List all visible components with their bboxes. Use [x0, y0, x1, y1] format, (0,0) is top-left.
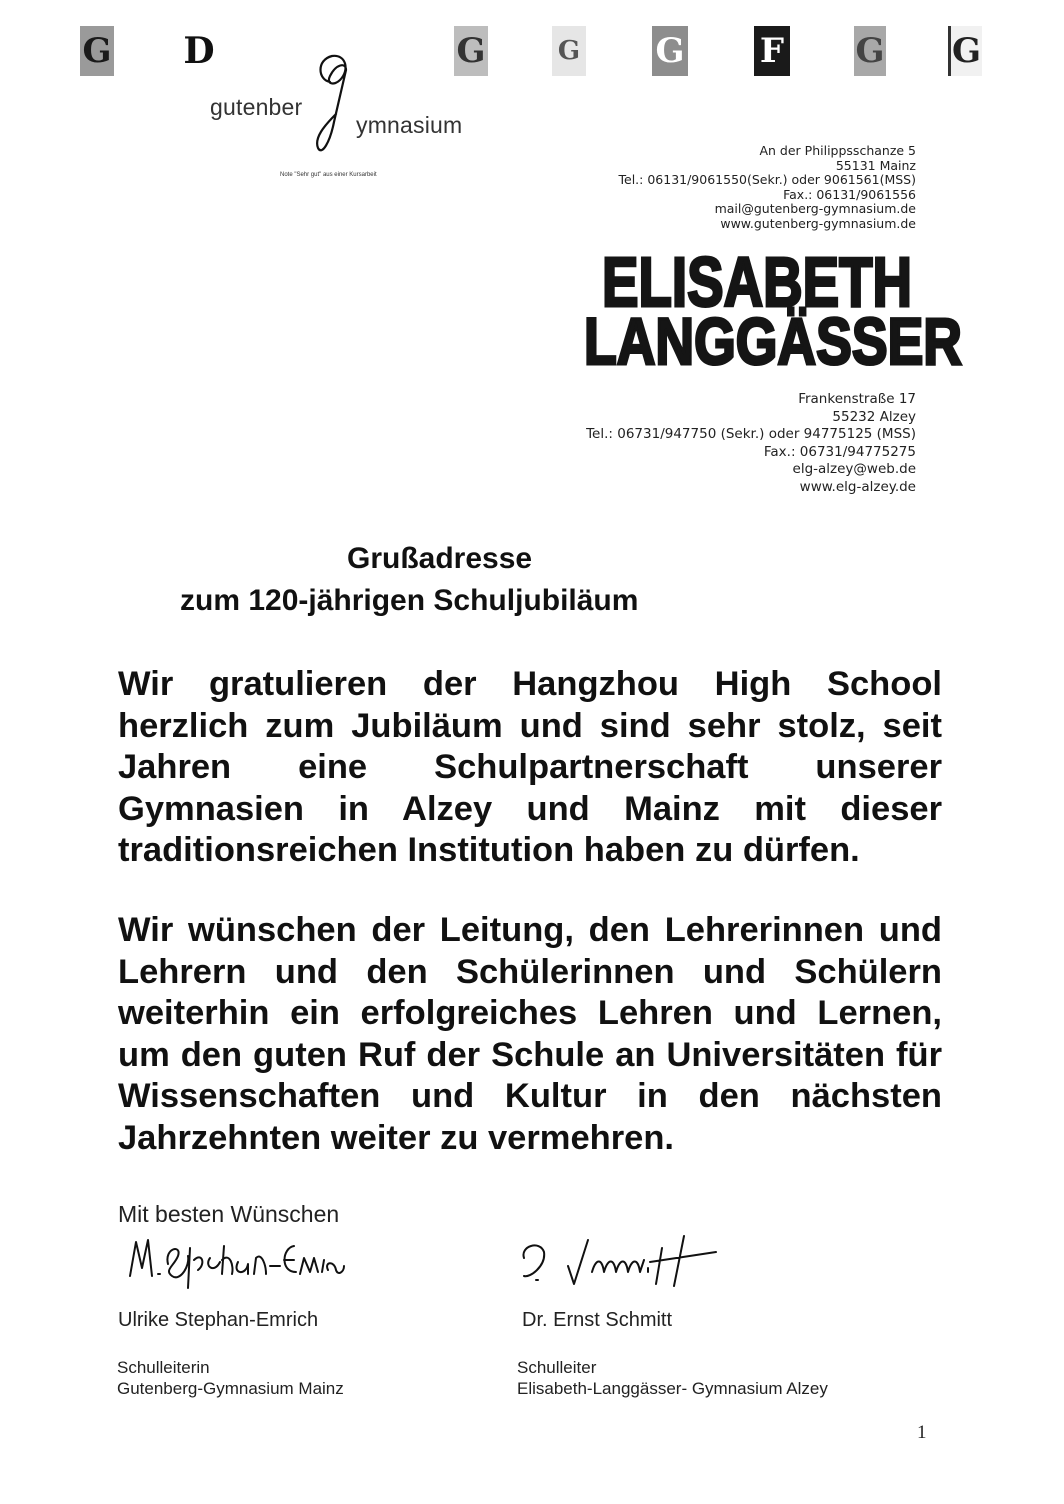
address-line: mail@gutenberg-gymnasium.de	[714, 201, 916, 216]
signature-schmitt	[516, 1222, 726, 1292]
address-line: www.gutenberg-gymnasium.de	[720, 215, 916, 231]
letter-title: Grußadresse	[347, 542, 533, 575]
elg-address	[586, 391, 916, 496]
address-line: Tel.: 06131/9061550(Sekr.) oder 9061561(MSS)	[618, 172, 916, 187]
gutenberg-address	[619, 144, 917, 231]
letter-tile: G	[652, 26, 688, 76]
address-line: An der Philippsschanze 5	[759, 143, 916, 158]
logo-line-1: ELISABETH	[602, 243, 912, 321]
letter-tile: F	[754, 26, 790, 76]
letter-subtitle: zum 120-jährigen Schuljubiläum	[180, 584, 639, 617]
role-title: Schulleiter	[517, 1358, 597, 1377]
address-line: www.elg-alzey.de	[799, 478, 916, 495]
letter-tile: G	[80, 26, 114, 76]
gutenberg-gymnasium-logo	[206, 48, 486, 168]
closing-phrase: Mit besten Wünschen	[118, 1201, 340, 1227]
signatory-role	[117, 1357, 344, 1399]
signatory-name: Ulrike Stephan-Emrich	[118, 1309, 319, 1331]
body-paragraph-wishes: Wir wünschen der Leitung, den Lehrerinnen und Lehrern und den Schülerinnen und Schülern weiterhin ein erfolgreiches Lehren und Lernen, um den guten Ruf der Schule an Universitäten für Wissenschaften und Kultur in den nächsten Jahrzehnten weiter zu vermehren.	[118, 911, 942, 1157]
role-title: Schulleiterin	[117, 1358, 210, 1377]
address-line: 55232 Alzey	[832, 408, 916, 425]
address-line: Fax.: 06131/9061556	[783, 186, 916, 202]
logo-caption: Note "Sehr gut" aus einer Kursarbeit	[280, 172, 377, 178]
logo-text-right: ymnasium	[356, 112, 463, 138]
address-line: Tel.: 06731/947750 (Sekr.) oder 94775125 (MSS)	[586, 426, 916, 442]
signatory-name: Dr. Ernst Schmitt	[522, 1309, 673, 1331]
address-line: elg-alzey@web.de	[792, 461, 916, 477]
page-number: 1	[917, 1422, 927, 1443]
address-line: Fax.: 06731/94775275	[763, 443, 916, 460]
role-school: Elisabeth-Langgässer- Gymnasium Alzey	[517, 1379, 828, 1398]
letter-tile: G	[552, 26, 586, 76]
logo-text-left: gutenber	[210, 94, 303, 120]
signatory-role	[517, 1357, 828, 1399]
role-school: Gutenberg-Gymnasium Mainz	[117, 1379, 344, 1398]
letter-tile: G	[854, 26, 886, 76]
body-paragraph-congratulation: Wir gratulieren der Hangzhou High School herzlich zum Jubiläum und sind sehr stolz, seit Jahren eine Schulpartnerschaft unserer Gymnasien in Alzey und Mainz mit dieser traditionsreichen Institution haben zu dürfen.	[118, 665, 942, 869]
letter-tile: G	[454, 26, 488, 76]
signature-stephan-emrich	[124, 1226, 344, 1292]
letter-tile: D	[182, 26, 216, 76]
elisabeth-langgaesser-logo	[582, 243, 968, 378]
address-line: 55131 Mainz	[835, 157, 916, 173]
logo-line-2: LANGGÄSSER	[584, 304, 962, 378]
address-line: Frankenstraße 17	[798, 391, 916, 407]
letter-tile: G	[948, 26, 982, 76]
handwritten-g-icon	[310, 52, 354, 160]
